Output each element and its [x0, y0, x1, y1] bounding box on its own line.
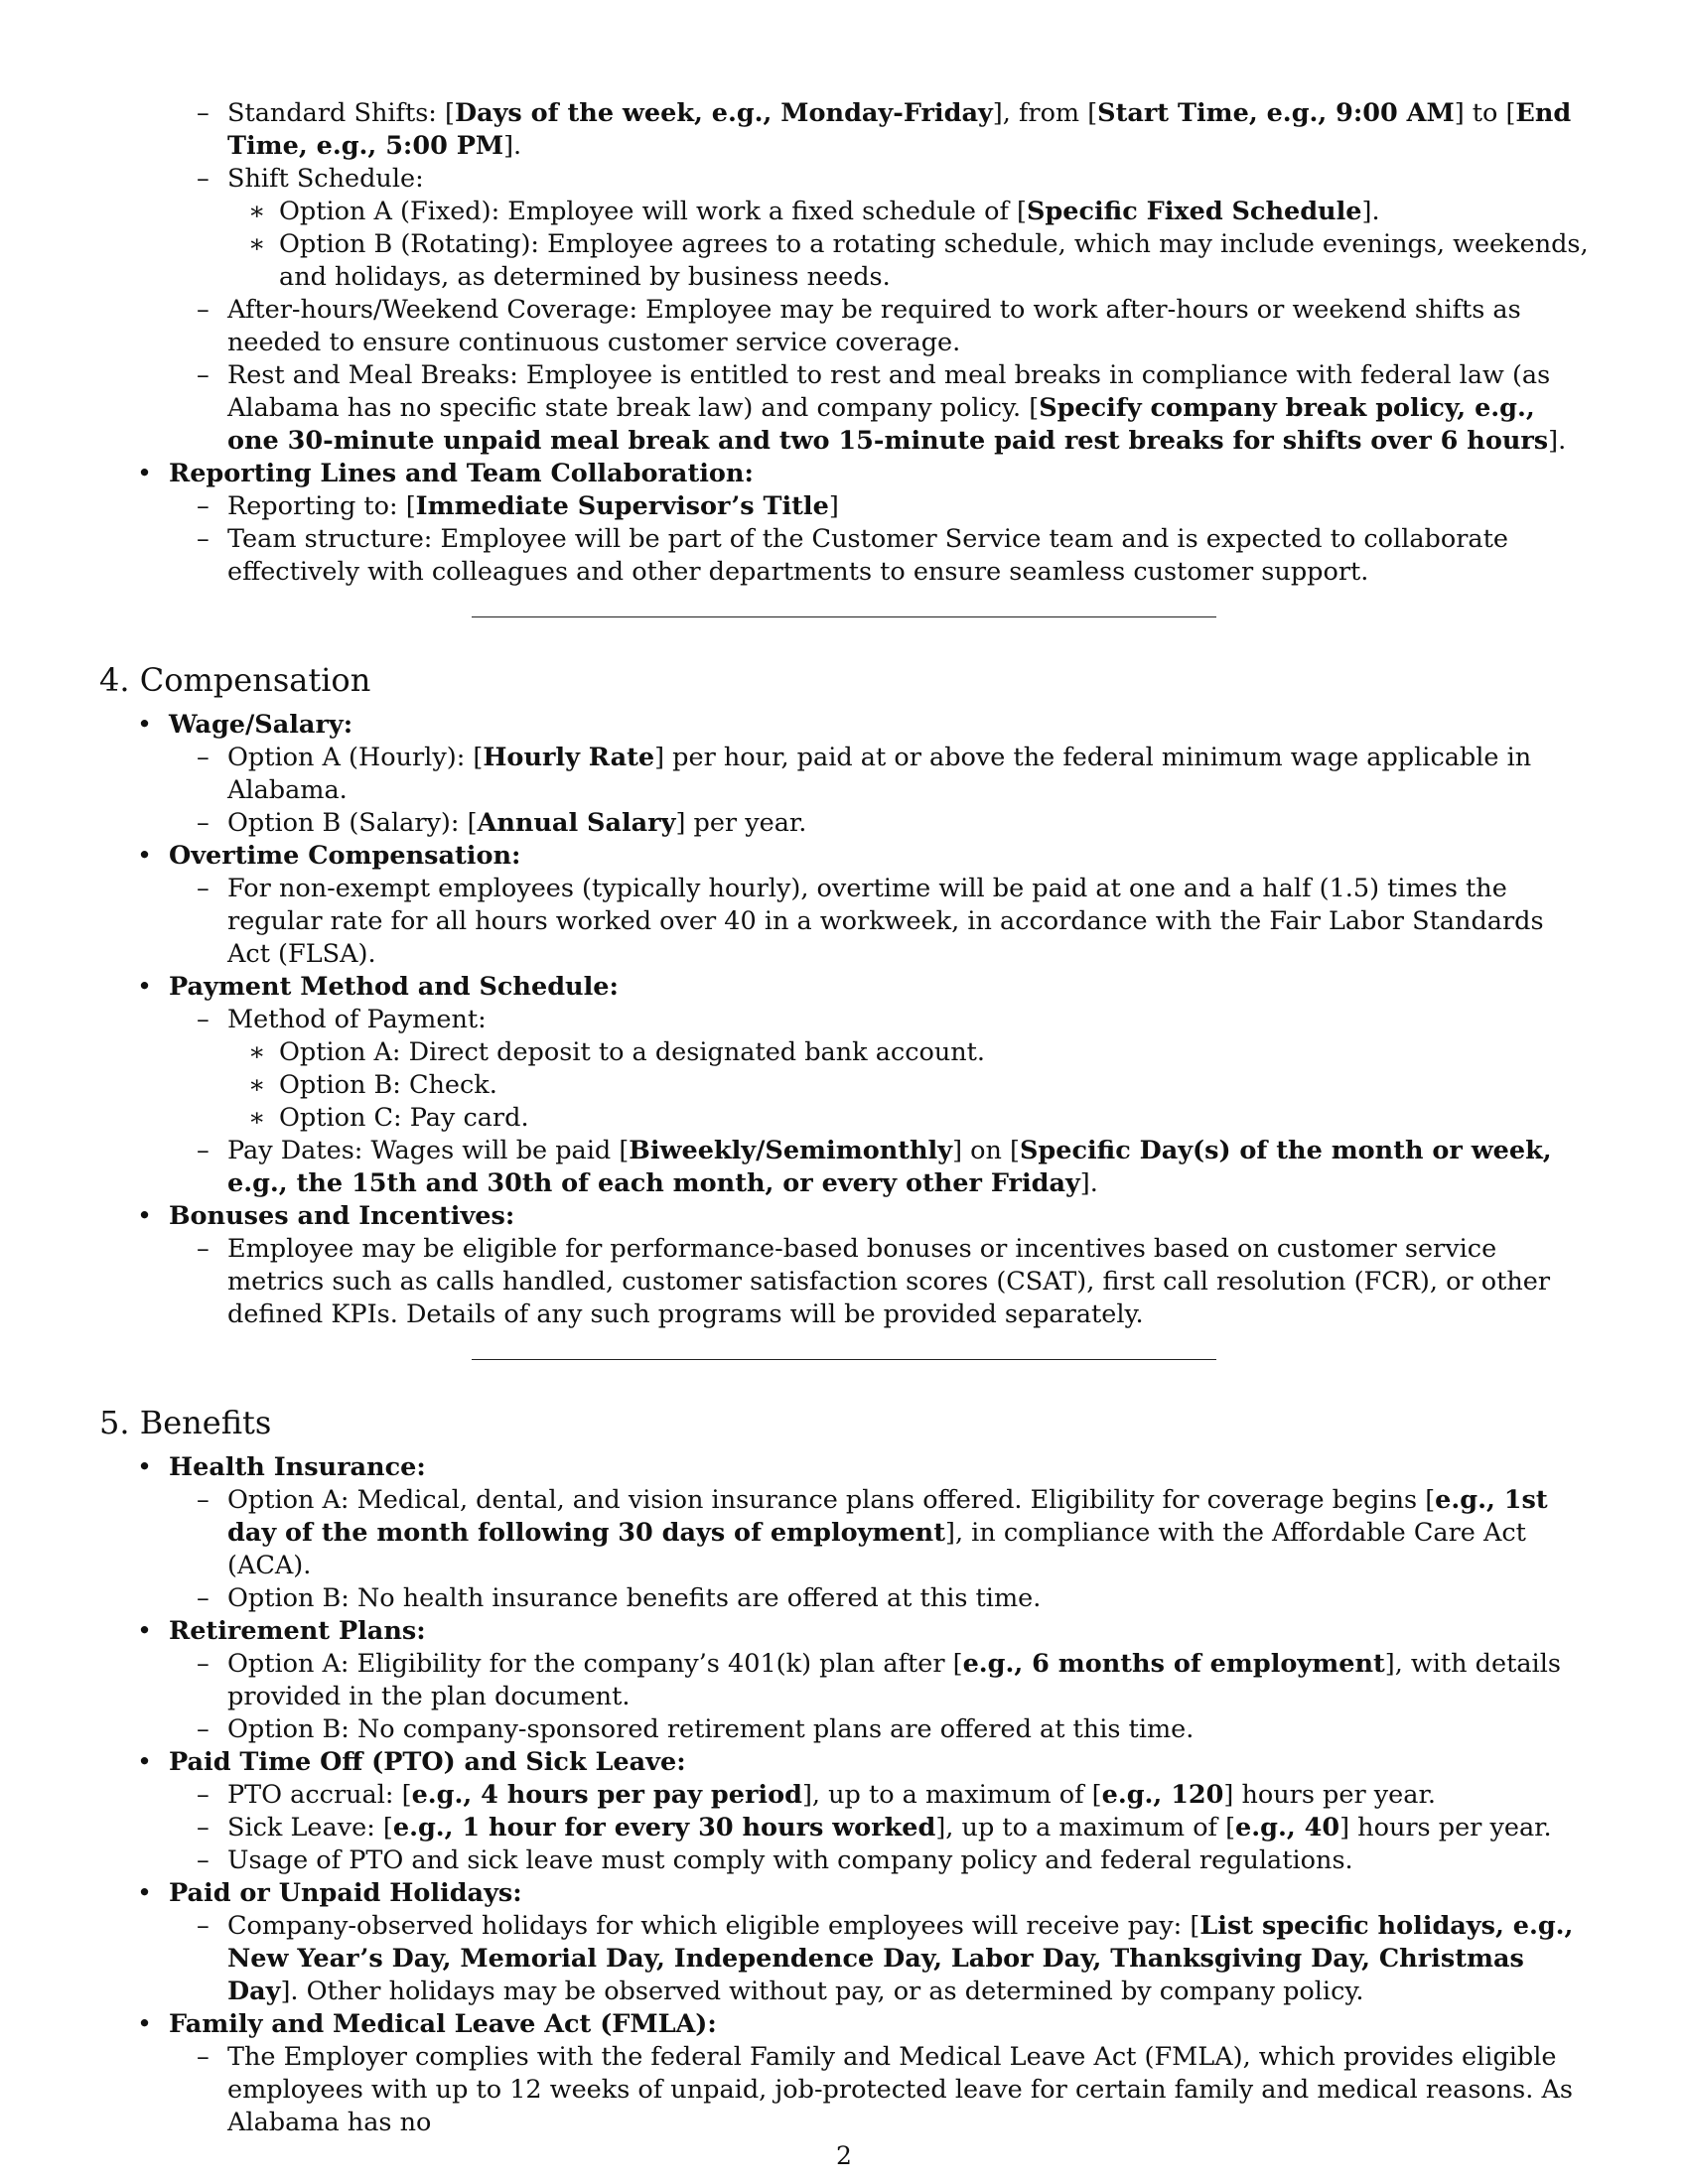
- list-item: – Standard Shifts: [Days of the week, e.g., Monday-Friday], from [Start Time, e.g., 9:00 AM] to [End Time, e.g., 5:00 PM].: [99, 97, 1589, 163]
- list-item: – Employee may be eligible for performance-based bonuses or incentives based on customer service metrics such as calls handled, customer satisfaction scores (CSAT), first call resolution (FCR), or other defined KPIs. Details of any such programs will be provided separately.: [99, 1233, 1589, 1331]
- list-item: • Retirement Plans: – Option A: Eligibility for the company’s 401(k) plan after [e.g., 6 months of employment], with details provided in the plan document. – Option B: No company-sponsored retirement plans are offered at this time.: [99, 1615, 1589, 1746]
- list-item: – Option A (Hourly): [Hourly Rate] per hour, paid at or above the federal minimum wage applicable in Alabama.: [99, 742, 1589, 807]
- list-item: – Usage of PTO and sick leave must comply with company policy and federal regulations.: [99, 1844, 1589, 1877]
- schedule-list: [99, 97, 1589, 458]
- list-item: – Option B: No company-sponsored retirement plans are offered at this time.: [99, 1713, 1589, 1746]
- list-item: – Team structure: Employee will be part of the Customer Service team and is expected to collaborate effectively with colleagues and other departments to ensure seamless customer support.: [99, 523, 1589, 589]
- list-item: – Shift Schedule: ∗ Option A (Fixed): Employee will work a fixed schedule of [Specific Fixed Schedule]. ∗ Option B (Rotating): Employee agrees to a rotating schedule, which may include evenings, weekends, and holidays, as determined by business needs.: [99, 163, 1589, 294]
- section-heading-compensation: 4. Compensation: [99, 661, 371, 699]
- list-item: – Reporting to: [Immediate Supervisor’s Title]: [99, 490, 1589, 523]
- reporting-section: [99, 458, 1589, 589]
- list-item: – Option B (Salary): [Annual Salary] per year.: [99, 807, 1589, 840]
- list-item: • Family and Medical Leave Act (FMLA): – The Employer complies with the federal Family and Medical Leave Act (FMLA), which provides eligible employees with up to 12 weeks of unpaid, job-protected leave for certain family and medical reasons. As Alabama has no: [99, 2008, 1589, 2139]
- list-item: • Overtime Compensation: – For non-exempt employees (typically hourly), overtime will be paid at one and a half (1.5) times the regular rate for all hours worked over 40 in a workweek, in accordance with the Fair Labor Standards Act (FLSA).: [99, 840, 1589, 971]
- list-item: • Paid or Unpaid Holidays: – Company-observed holidays for which eligible employees will receive pay: [List specific holidays, e.g., New Year’s Day, Memorial Day, Independence Day, Labor Day, Thanksgiving Day, Christmas Day]. Other holidays may be observed without pay, or as determined by company policy.: [99, 1877, 1589, 2008]
- list-item: – PTO accrual: [e.g., 4 hours per pay period], up to a maximum of [e.g., 120] hours per year.: [99, 1779, 1589, 1812]
- section-heading-benefits: 5. Benefits: [99, 1404, 272, 1441]
- list-item: – Option A: Eligibility for the company’s 401(k) plan after [e.g., 6 months of employment], with details provided in the plan document.: [99, 1648, 1589, 1713]
- benefits-list: [99, 1451, 1589, 2139]
- list-item: ∗ Option C: Pay card.: [99, 1102, 1589, 1135]
- list-item: – Rest and Meal Breaks: Employee is entitled to rest and meal breaks in compliance with federal law (as Alabama has no specific state break law) and company policy. [Specify company break policy, e.g., one 30-minute unpaid meal break and two 15-minute paid rest breaks for shifts over 6 hours].: [99, 359, 1589, 458]
- list-item: ∗ Option B: Check.: [99, 1069, 1589, 1102]
- section-divider: [472, 616, 1216, 617]
- section-divider: [472, 1359, 1216, 1360]
- list-item: – Option B: No health insurance benefits are offered at this time.: [99, 1582, 1589, 1615]
- list-item: • Wage/Salary: – Option A (Hourly): [Hourly Rate] per hour, paid at or above the federal minimum wage applicable in Alabama. – Option B (Salary): [Annual Salary] per year.: [99, 709, 1589, 840]
- list-item: – The Employer complies with the federal Family and Medical Leave Act (FMLA), which provides eligible employees with up to 12 weeks of unpaid, job-protected leave for certain family and medical reasons. As Alabama has no: [99, 2041, 1589, 2139]
- compensation-list: [99, 709, 1589, 1331]
- list-item: – Sick Leave: [e.g., 1 hour for every 30 hours worked], up to a maximum of [e.g., 40] hours per year.: [99, 1812, 1589, 1844]
- list-item: • Paid Time Off (PTO) and Sick Leave: – PTO accrual: [e.g., 4 hours per pay period], up to a maximum of [e.g., 120] hours per year. – Sick Leave: [e.g., 1 hour for every 30 hours worked], up to a maximum of [e.g., 40] hours per year. – Usage of PTO and sick leave must comply with company policy and federal regulations.: [99, 1746, 1589, 1877]
- list-item: • Bonuses and Incentives: – Employee may be eligible for performance-based bonuses or incentives based on customer service metrics such as calls handled, customer satisfaction scores (CSAT), first call resolution (FCR), or other defined KPIs. Details of any such programs will be provided separately.: [99, 1200, 1589, 1331]
- list-item: – For non-exempt employees (typically hourly), overtime will be paid at one and a half (1.5) times the regular rate for all hours worked over 40 in a workweek, in accordance with the Fair Labor Standards Act (FLSA).: [99, 873, 1589, 971]
- list-item: ∗ Option A (Fixed): Employee will work a fixed schedule of [Specific Fixed Schedule].: [99, 196, 1589, 228]
- list-item: – Pay Dates: Wages will be paid [Biweekly/Semimonthly] on [Specific Day(s) of the month or week, e.g., the 15th and 30th of each month, or every other Friday].: [99, 1135, 1589, 1200]
- page-number: 2: [836, 2141, 852, 2170]
- list-item: – Company-observed holidays for which eligible employees will receive pay: [List specific holidays, e.g., New Year’s Day, Memorial Day, Independence Day, Labor Day, Thanksgiving Day, Christmas Day]. Other holidays may be observed without pay, or as determined by company policy.: [99, 1910, 1589, 2008]
- list-item: • Health Insurance: – Option A: Medical, dental, and vision insurance plans offered. Eligibility for coverage begins [e.g., 1st day of the month following 30 days of employment], in compliance with the Affordable Care Act (ACA). – Option B: No health insurance benefits are offered at this time.: [99, 1451, 1589, 1615]
- document-body: [99, 97, 1589, 2139]
- list-item: – Option A: Medical, dental, and vision insurance plans offered. Eligibility for coverage begins [e.g., 1st day of the month following 30 days of employment], in compliance with the Affordable Care Act (ACA).: [99, 1484, 1589, 1582]
- list-item: • Reporting Lines and Team Collaboration: – Reporting to: [Immediate Supervisor’s Title] – Team structure: Employee will be part of the Customer Service team and is expected to collaborate effectively with colleagues and other departments to ensure seamless customer support.: [99, 458, 1589, 589]
- list-item: – Method of Payment: ∗ Option A: Direct deposit to a designated bank account. ∗ Option B: Check. ∗ Option C: Pay card.: [99, 1004, 1589, 1135]
- list-item: ∗ Option A: Direct deposit to a designated bank account.: [99, 1036, 1589, 1069]
- list-item: • Payment Method and Schedule: – Method of Payment: ∗ Option A: Direct deposit to a designated bank account. ∗ Option B: Check. ∗ Option C: Pay card. – Pay Dates: Wages will be paid [Biweekly/Semimonthly] on [Specific Day(s) of the month or week, e.g., the 15th and 30th of each month, or every other Friday].: [99, 971, 1589, 1200]
- list-item: – After-hours/Weekend Coverage: Employee may be required to work after-hours or weekend shifts as needed to ensure continuous customer service coverage.: [99, 294, 1589, 359]
- list-item: ∗ Option B (Rotating): Employee agrees to a rotating schedule, which may include evenings, weekends, and holidays, as determined by business needs.: [99, 228, 1589, 294]
